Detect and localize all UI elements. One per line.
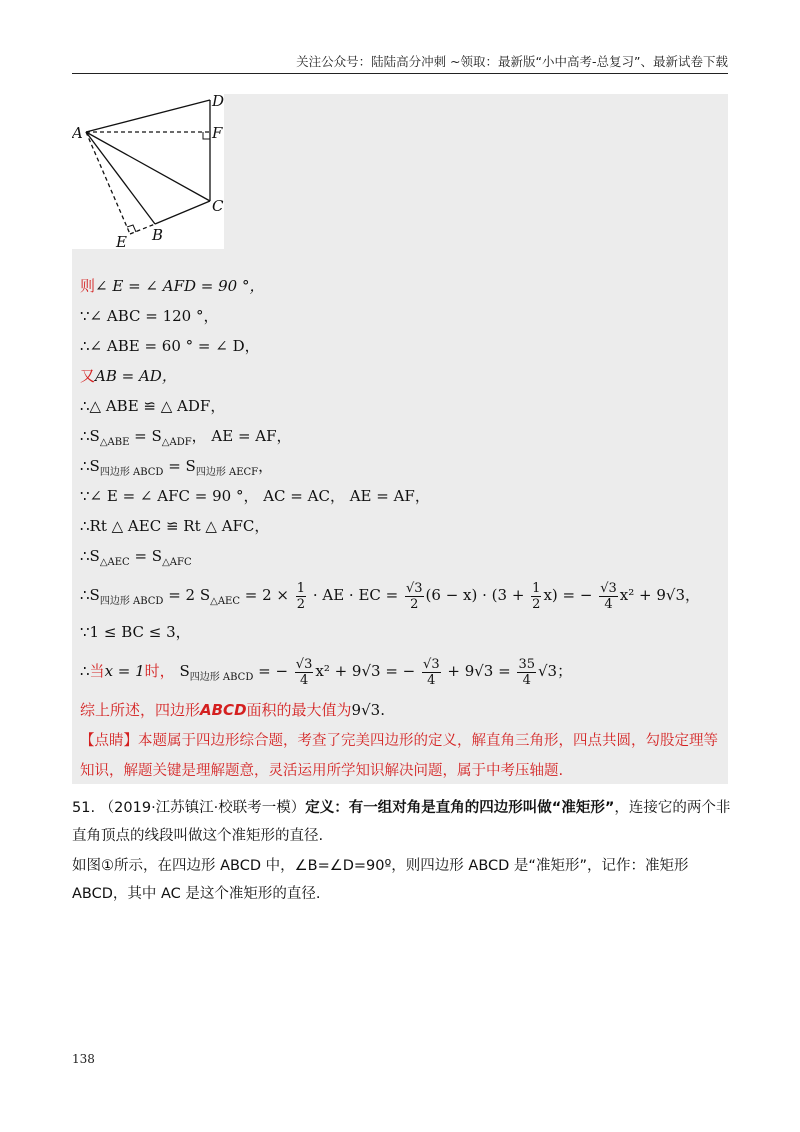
geometry-figure — [72, 94, 224, 249]
segment-ad — [86, 100, 210, 132]
segment-ba — [86, 132, 155, 224]
proof-line-11: $\therefore S_{四边形 ABCD} = 2$ $S_{\triangle AEC} = 2$ × $\frac{1}{2}$ · AE · EC = $\frac{√3}{2}$ (6 − x) · (3 + $\frac{1}{2}$ x) = − $\frac{√3}{4}$ x² + 9√3， — [80, 580, 701, 612]
label-f: F — [212, 124, 223, 142]
proof-line-9: ∴Rt △ AEC ≌ Rt △ AFC， — [80, 517, 270, 535]
fraction: $\frac{1}{2}$ — [296, 580, 306, 612]
quadrilateral-diagram — [72, 94, 224, 249]
proof-line-12: ∵1 ≤ BC ≤ 3， — [80, 623, 191, 641]
proof-line-5: ∴△ ABE ≌ △ ADF， — [80, 397, 226, 415]
proof-line-10: $\therefore S_{\triangle AEC} = S_{\triangle AFC}$ — [80, 547, 192, 568]
segment-cb — [155, 201, 210, 224]
fraction: $\frac{√3}{4}$ — [600, 580, 617, 612]
proof-line-7: $\therefore S_{四边形 ABCD} = S_{四边形 AECF}$， — [80, 457, 274, 478]
page-header: 关注公众号：陆陆高分冲刺 ~领取：最新版“小中高考-总复习”、最新试卷下载 — [296, 54, 728, 69]
label-e: E — [116, 233, 127, 249]
segment-ae — [86, 132, 130, 234]
key-point-note: 【点睛】本题属于四边形综合题，考查了完美四边形的定义，解直角三角形，四点共圆，勾股定理等知识，解题关键是理解题意，灵活运用所学知识解决问题，属于中考压轴题. — [80, 733, 718, 779]
fraction: $\frac{√3}{4}$ — [295, 656, 313, 688]
label-b: B — [152, 226, 164, 244]
fraction: $\frac{√3}{2}$ — [405, 580, 423, 612]
label-a: A — [72, 124, 83, 142]
fraction: $\frac{√3}{4}$ — [423, 656, 440, 688]
segment-ac — [86, 132, 210, 201]
proof-line-3: ∴∠ ABE = 60 ° = ∠ D， — [80, 337, 260, 355]
problem-51-figure-text: 如图①所示，在四边形 ABCD 中，∠B=∠D=90º，则四边形 ABCD 是“准矩形”，记作：准矩形 ABCD，其中 AC 是这个准矩形的直径. — [72, 858, 689, 902]
right-angle-f — [203, 132, 210, 139]
proof-line-2: ∵∠ ABC = 120 °， — [80, 307, 219, 325]
label-d: D — [212, 94, 224, 110]
proof-line-1: 则∠ E = ∠ AFD = 90 °， — [80, 277, 265, 295]
proof-line-8: ∵∠ E = ∠ AFC = 90 °， AC = AC， AE = AF， — [80, 487, 430, 505]
page-number: 138 — [72, 1052, 95, 1066]
summary-line: 综上所述，四边形ABCD面积的最大值为9√3. — [80, 701, 385, 719]
header-rule — [72, 73, 728, 74]
proof-line-4: 又AB = AD， — [80, 367, 177, 385]
proof-line-6: $\therefore S_{\triangle ABE} = S_{\triangle ADF}$， AE = AF， — [80, 427, 292, 448]
fraction: $\frac{1}{2}$ — [532, 580, 541, 612]
proof-line-13: ∴当x = 1时， $S_{四边形 ABCD}$ = − $\frac{√3}{4}$ x² + 9√3 = − $\frac{√3}{4}$ + 9√3 = $\frac{35}{4}$ √3； — [80, 656, 573, 688]
label-c: C — [212, 197, 224, 215]
solution-block — [72, 94, 728, 784]
problem-51-definition: 51. （2019·江苏镇江·校联考一模）定义：有一组对角是直角的四边形叫做“准矩形”，连接它的两个非直角顶点的线段叫做这个准矩形的直径. — [72, 800, 731, 844]
fraction: $\frac{35}{4}$ — [518, 656, 535, 688]
